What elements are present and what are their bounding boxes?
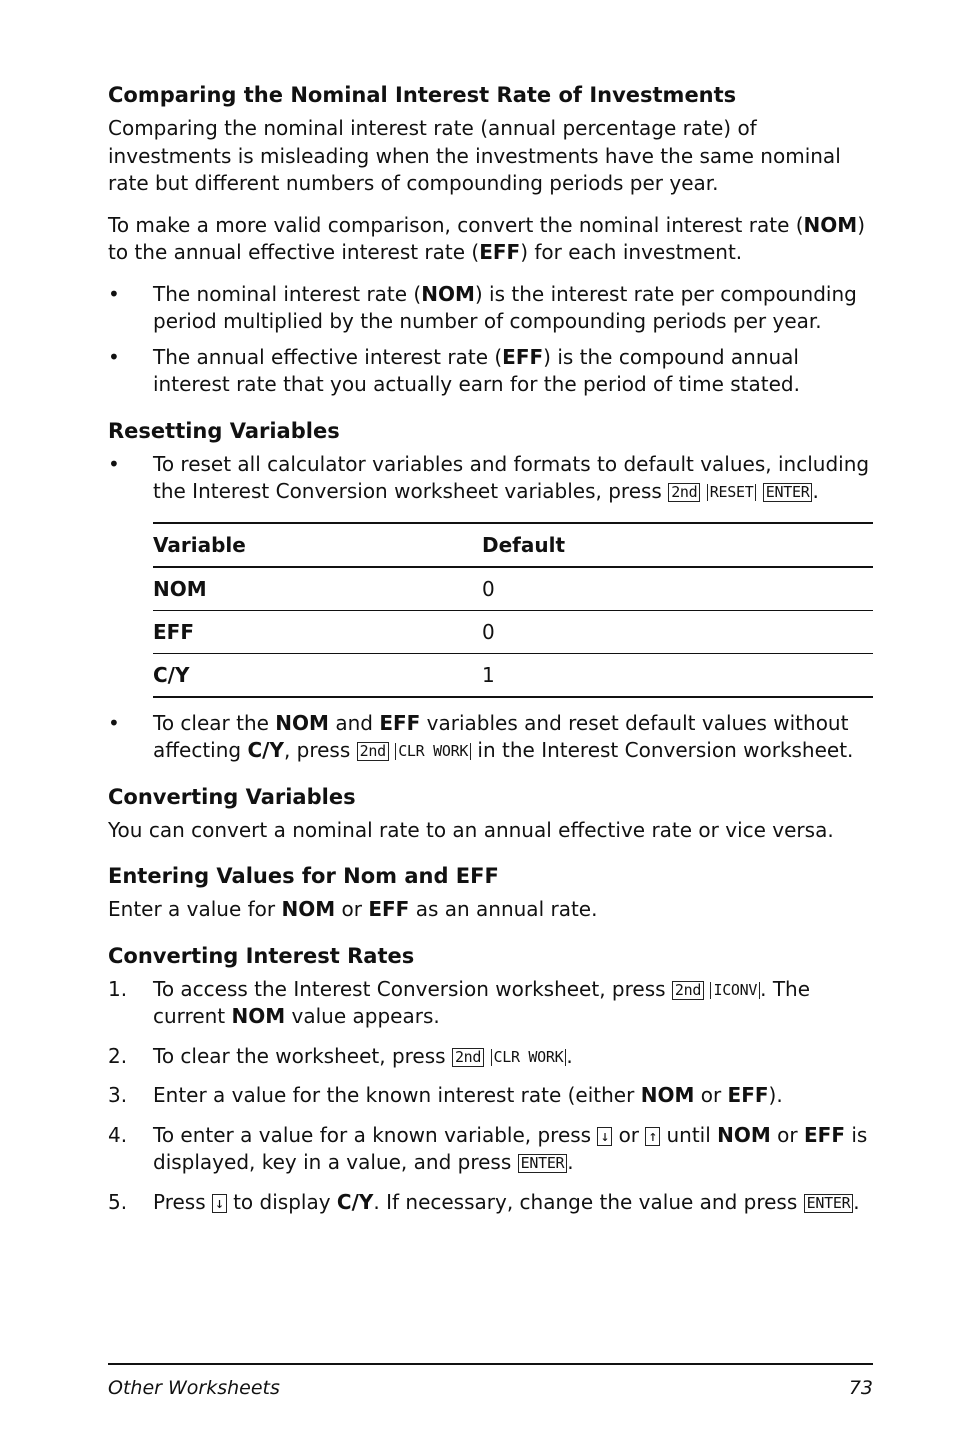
defaults-table <box>153 522 873 698</box>
bullet-item <box>108 344 873 399</box>
bullet-item <box>108 710 873 765</box>
text: value appears. <box>291 1004 440 1028</box>
section-title-resetting: Resetting Variables <box>108 418 340 443</box>
text: as an annual rate. <box>415 897 598 921</box>
text: . The current <box>153 976 811 1028</box>
section-title-comparing: Comparing the Nominal Interest Rate of Investments <box>108 83 737 107</box>
page-content <box>108 80 873 1216</box>
nom-term: NOM <box>281 897 336 921</box>
key-clr-work: CLR WORK <box>491 1049 567 1066</box>
key-enter: ENTER <box>518 1154 568 1173</box>
bullet-dot: • <box>108 451 120 476</box>
text: , press <box>283 738 351 762</box>
step-item <box>108 1043 873 1071</box>
comparing-paragraph-1: Comparing the nominal interest rate (annual percentage rate) of investments is misleading when the investments have the same nominal rate but different numbers of compounding periods per year. <box>108 116 841 195</box>
text: . <box>853 1189 860 1214</box>
nom-term: NOM <box>421 281 475 306</box>
up-arrow-key-icon: ↑ <box>645 1127 660 1146</box>
key-2nd: 2nd <box>668 483 700 502</box>
nom-term: NOM <box>275 710 329 735</box>
text: To clear the worksheet, press <box>153 1043 446 1068</box>
bullet-item: • To reset all calculator variables and formats to default values, including the Interest Conversion worksheet variables, press 2nd RESET ENTER . <box>108 451 870 503</box>
text: The nominal interest rate ( <box>153 281 422 306</box>
step-number: 2. <box>108 1043 128 1068</box>
text: C/Y <box>153 662 190 687</box>
text: and <box>335 710 373 735</box>
text: ) is the compound annual interest rate that you actually earn for the period of time stated. <box>153 344 800 396</box>
eff-term: EFF <box>479 240 521 264</box>
text: ) is the interest rate per compounding period multiplied by the number of compounding periods per year. <box>153 281 857 333</box>
key-2nd: 2nd <box>452 1048 484 1067</box>
eff-term: EFF <box>379 710 421 735</box>
text: The annual effective interest rate ( <box>153 344 503 369</box>
step-number: 4. <box>108 1122 128 1147</box>
nom-term: NOM <box>717 1122 771 1147</box>
text: EFF <box>153 619 194 644</box>
text: to display <box>233 1189 331 1214</box>
step-item <box>108 1082 873 1110</box>
text: To make a more valid comparison, convert the nominal interest rate ( <box>108 212 804 237</box>
key-2nd: 2nd <box>357 742 389 761</box>
key-enter: ENTER <box>763 483 813 502</box>
section-title-converting-rates: Converting Interest Rates <box>108 943 415 968</box>
key-reset: RESET <box>707 484 757 501</box>
cell-variable <box>153 610 482 653</box>
page-footer <box>108 1363 873 1399</box>
cell-variable <box>153 567 482 611</box>
key-2nd: 2nd <box>672 981 704 1000</box>
text: To access the Interest Conversion worksheet, press <box>153 976 666 1001</box>
text: in the Interest Conversion worksheet. <box>477 738 854 762</box>
bullet-dot: • <box>108 281 120 306</box>
text: To enter a value for a known variable, press <box>153 1122 592 1147</box>
page-number: 73 <box>848 1377 873 1399</box>
text: is displayed, key in a value, and press <box>153 1122 868 1174</box>
footer-chapter: Other Worksheets <box>108 1377 280 1399</box>
key-clr-work: CLR WORK <box>395 743 471 760</box>
table-row <box>153 610 873 653</box>
column-header-default: Default <box>482 532 566 557</box>
eff-term: EFF <box>502 344 544 369</box>
text: . <box>566 1043 573 1068</box>
text: To clear the <box>153 710 269 735</box>
text: or <box>777 1122 798 1147</box>
text: . <box>567 1150 574 1174</box>
eff-term: EFF <box>727 1083 769 1107</box>
down-arrow-key-icon: ↓ <box>212 1194 227 1213</box>
nom-term: NOM <box>640 1083 695 1107</box>
column-header-variable: Variable <box>153 532 246 557</box>
step-item <box>108 976 873 1031</box>
text: or <box>341 897 362 921</box>
text: ) for each investment. <box>520 240 743 264</box>
bullet-dot: • <box>108 344 120 369</box>
bullet-dot: • <box>108 710 120 735</box>
key-iconv: ICONV <box>710 982 760 999</box>
step-number: 3. <box>108 1083 128 1107</box>
key-enter: ENTER <box>804 1194 854 1213</box>
table-row <box>153 653 873 697</box>
cell-default: 0 <box>482 576 495 601</box>
text: or <box>618 1122 640 1147</box>
step-number: 5. <box>108 1189 128 1214</box>
step-number: 1. <box>108 976 128 1001</box>
text: Enter a value for <box>108 897 276 921</box>
cell-default: 0 <box>482 619 495 644</box>
text: ) to the annual effective interest rate ( <box>108 212 865 264</box>
step-item <box>108 1122 873 1177</box>
text: or <box>700 1083 722 1107</box>
entering-paragraph <box>108 896 873 924</box>
comparing-paragraph-2 <box>108 212 873 267</box>
section-title-converting-variables: Converting Variables <box>108 784 356 809</box>
table-header-row <box>153 523 873 567</box>
eff-term: EFF <box>368 897 410 921</box>
cy-term: C/Y <box>336 1189 374 1214</box>
nom-term: NOM <box>803 212 858 237</box>
text: . If necessary, change the value and press <box>373 1189 798 1214</box>
cell-default: 1 <box>482 662 495 687</box>
section-title-entering: Entering Values for Nom and EFF <box>108 864 499 888</box>
cy-term: C/Y <box>247 738 284 762</box>
text: NOM <box>153 576 207 601</box>
step-item <box>108 1189 873 1217</box>
eff-term: EFF <box>804 1122 845 1147</box>
cell-variable <box>153 653 482 697</box>
text: until <box>666 1122 711 1147</box>
text: variables and reset default values without affecting <box>153 710 849 762</box>
nom-term: NOM <box>231 1004 286 1028</box>
bullet-item <box>108 281 873 336</box>
text: Enter a value for the known interest rate (either <box>153 1083 635 1107</box>
table-row <box>153 567 873 611</box>
text: Press <box>153 1189 206 1214</box>
down-arrow-key-icon: ↓ <box>597 1127 612 1146</box>
text: ). <box>768 1083 783 1107</box>
converting-variables-paragraph: You can convert a nominal rate to an annual effective rate or vice versa. <box>108 817 834 842</box>
text: To reset all calculator variables and formats to default values, including the Interest Conversion worksheet variables, press <box>153 451 870 503</box>
